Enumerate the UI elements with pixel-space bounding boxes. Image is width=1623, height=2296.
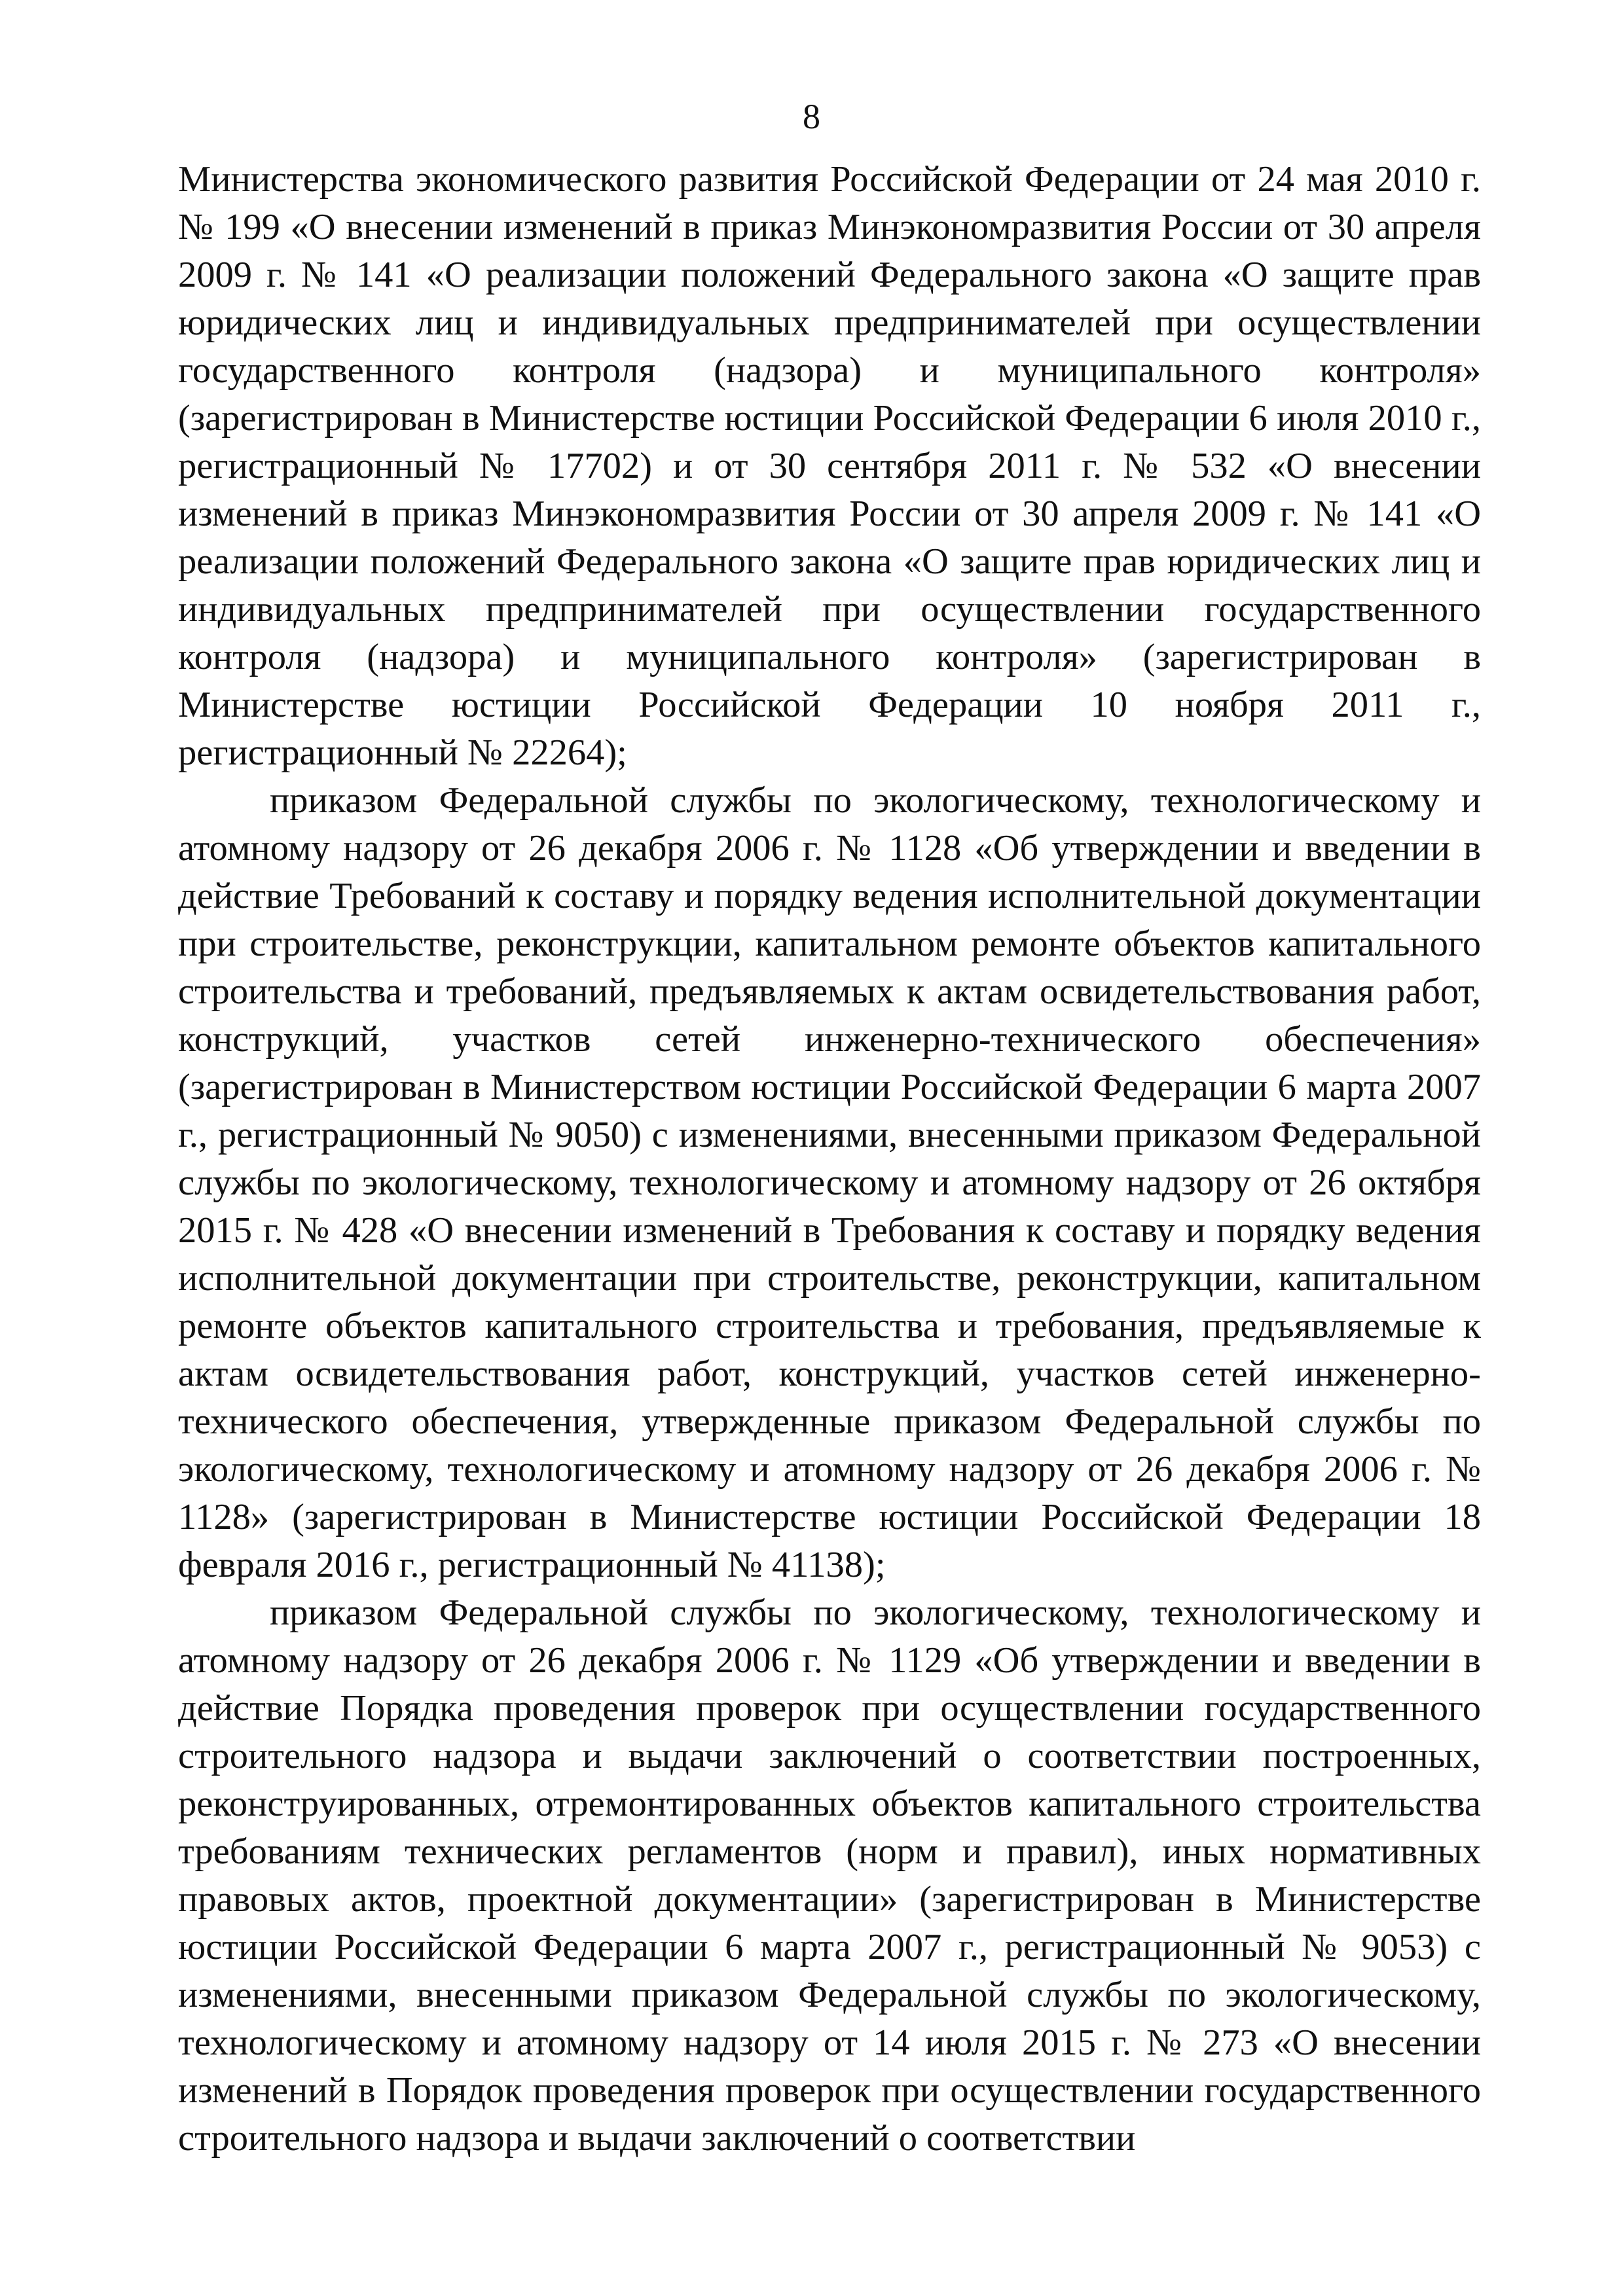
paragraph-continuation: Министерства экономического развития Российской Федерации от 24 мая 2010 г. № 199 «О внесении изменений в приказ Минэкономразвития России от 30 апреля 2009 г. № 141 «О реализации положений Федерального закона «О защите прав юридических лиц и индивидуальных предпринимателей при осуществлении государственного контроля (надзора) и муниципального контроля» (зарегистрирован в Министерстве юстиции Российской Федерации 6 июля 2010 г., регистрационный № 17702) и от 30 сентября 2011 г. № 532 «О внесении изменений в приказ Минэкономразвития России от 30 апреля 2009 г. № 141 «О реализации положений Федерального закона «О защите прав юридических лиц и индивидуальных предпринимателей при осуществлении государственного контроля (надзора) и муниципального контроля» (зарегистрирован в Министерстве юстиции Российской Федерации 10 ноября 2011 г., регистрационный № 22264); <box>178 159 1481 773</box>
document-body <box>178 156 1481 2162</box>
paragraph-order-1128: приказом Федеральной службы по экологическому, технологическому и атомному надзору от 26 декабря 2006 г. № 1128 «Об утверждении и введении в действие Требований к составу и порядку ведения исполнительной документации при строительстве, реконструкции, капитальном ремонте объектов капитального строительства и требований, предъявляемых к актам освидетельствования работ, конструкций, участков сетей инженерно-технического обеспечения» (зарегистрирован в Министерством юстиции Российской Федерации 6 марта 2007 г., регистрационный № 9050) с изменениями, внесенными приказом Федеральной службы по экологическому, технологическому и атомному надзору от 26 октября 2015 г. № 428 «О внесении изменений в Требования к составу и порядку ведения исполнительной документации при строительстве, реконструкции, капитальном ремонте объектов капитального строительства и требования, предъявляемые к актам освидетельствования работ, конструкций, участков сетей инженерно-технического обеспечения, утвержденные приказом Федеральной службы по экологическому, технологическому и атомному надзору от 26 декабря 2006 г. № 1128» (зарегистрирован в Министерстве юстиции Российской Федерации 18 февраля 2016 г., регистрационный № 41138); <box>178 780 1481 1585</box>
paragraph-order-1129: приказом Федеральной службы по экологическому, технологическому и атомному надзору от 26 декабря 2006 г. № 1129 «Об утверждении и введении в действие Порядка проведения проверок при осуществлении государственного строительного надзора и выдачи заключений о соответствии построенных, реконструированных, отремонтированных объектов капитального строительства требованиям технических регламентов (норм и правил), иных нормативных правовых актов, проектной документации» (зарегистрирован в Министерстве юстиции Российской Федерации 6 марта 2007 г., регистрационный № 9053) с изменениями, внесенными приказом Федеральной службы по экологическому, технологическому и атомному надзору от 14 июля 2015 г. № 273 «О внесении изменений в Порядок проведения проверок при осуществлении государственного строительного надзора и выдачи заключений о соответствии <box>178 1592 1481 2159</box>
page-number: 8 <box>803 97 820 136</box>
